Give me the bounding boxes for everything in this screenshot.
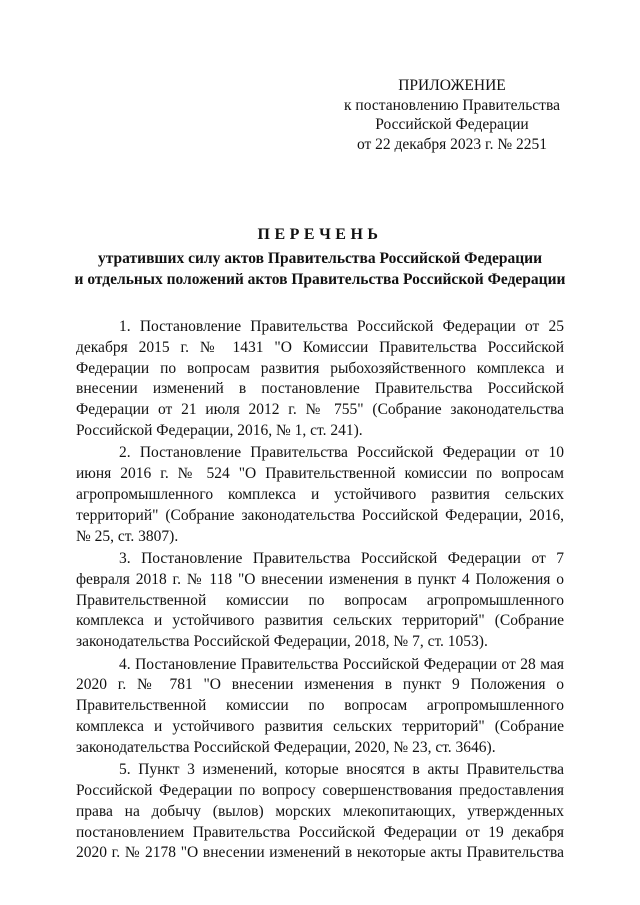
document-body <box>76 317 564 866</box>
appendix-label: ПРИЛОЖЕНИЕ <box>398 77 506 94</box>
list-item: 1. Постановление Правительства Российской Федерации от 25 декабря 2015 г. № 1431 "О Комиссии Правительства Российской Федерации по вопросам развития рыбохозяйственного комплекса и внесении изменений в постановление Правительства Российской Федерации от 21 июля 2012 г. № 755" (Собрание законодательства Российской Федерации, 2016, № 1, ст. 241). <box>76 318 564 439</box>
list-item: 3. Постановление Правительства Российской Федерации от 7 февраля 2018 г. № 118 "О внесении изменения в пункт 4 Положения о Правительственной комиссии по вопросам агропромышленного комплекса и устойчивого развития сельских территорий" (Собрание законодательства Российской Федерации, 2018, № 7, ст. 1053). <box>76 549 564 651</box>
appendix-header <box>330 76 574 154</box>
document-subtitle <box>60 248 580 290</box>
appendix-line-2: Российской Федерации <box>375 116 529 133</box>
list-item: 4. Постановление Правительства Российской Федерации от 28 мая 2020 г. № 781 "О внесении изменения в пункт 9 Положения о Правительственной комиссии по вопросам агропромышленного комплекса и устойчивого развития сельских территорий" (Собрание законодательства Российской Федерации, 2020, № 23, ст. 3646). <box>76 655 564 756</box>
list-item: 2. Постановление Правительства Российской Федерации от 10 июня 2016 г. № 524 "О Правительственной комиссии по вопросам агропромышленного комплекса и устойчивого развития сельских территорий" (Собрание законодательства Российской Федерации, 2016, № 25, ст. 3807). <box>76 444 564 545</box>
list-item: 5. Пункт 3 изменений, которые вносятся в акты Правительства Российской Федерации по вопросу совершенствования предоставления права на добычу (вылов) морских млекопитающих, утвержденных постановлением Правительства Российской Федерации от 19 декабря 2020 г. № 2178 "О внесении изменений в некоторые акты Правительства <box>76 761 564 862</box>
appendix-line-3: от 22 декабря 2023 г. № 2251 <box>356 135 548 153</box>
document-title: ПЕРЕЧЕНЬ <box>257 226 383 243</box>
appendix-line-1: к постановлению Правительства <box>344 96 560 114</box>
subtitle-line-1: утративших силу актов Правительства Российской Федерации <box>98 250 542 267</box>
subtitle-line-2: и отдельных положений актов Правительства Российской Федерации <box>74 271 566 288</box>
